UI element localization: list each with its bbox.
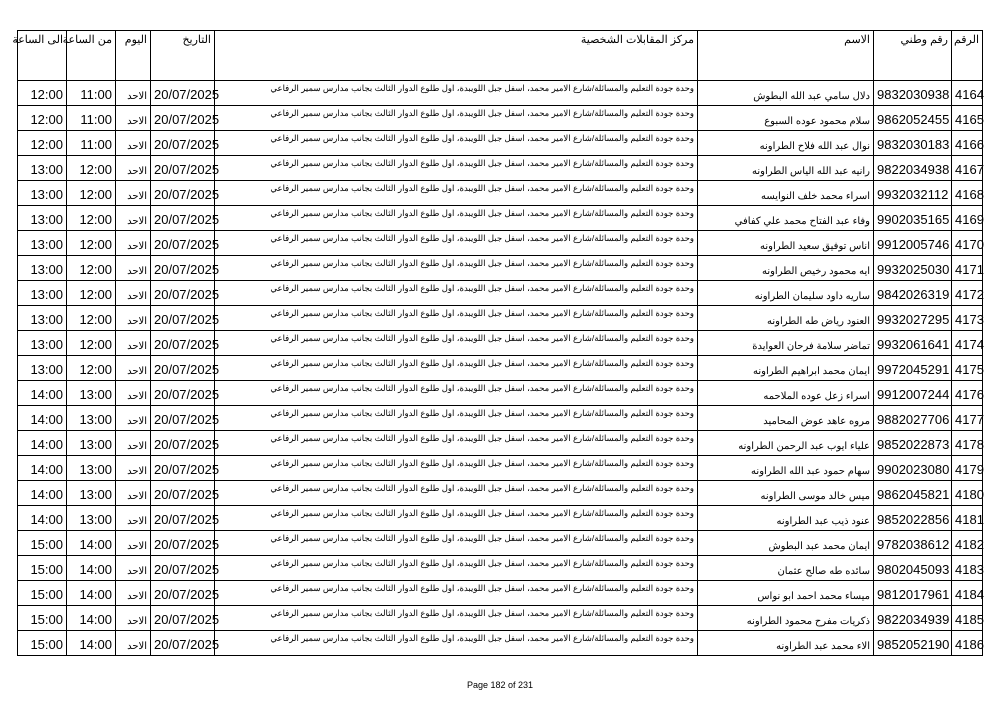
cell-from-time: 12:00 [67,331,116,356]
cell-to-time: 14:00 [18,406,67,431]
cell-from-time: 14:00 [67,631,116,656]
cell-national-id: 9932027295 [874,306,952,331]
cell-national-id: 9822034938 [874,156,952,181]
table-row [18,356,983,381]
cell-from-time: 12:00 [67,206,116,231]
cell-num: 4166 [952,131,983,156]
table-row [18,406,983,431]
cell-interview-center: وحدة جودة التعليم والمسائلة/شارع الامير محمد، اسفل جبل اللويبدة، اول طلوع الدوار الثالث بجانب مدارس سمير الرفاعي [215,431,698,456]
cell-date: 20/07/2025 [151,81,215,106]
cell-interview-center: وحدة جودة التعليم والمسائلة/شارع الامير محمد، اسفل جبل اللويبدة، اول طلوع الدوار الثالث بجانب مدارس سمير الرفاعي [215,631,698,656]
cell-national-id: 9842026319 [874,281,952,306]
cell-day: الاحد [116,281,151,306]
cell-national-id: 9972045291 [874,356,952,381]
cell-day: الاحد [116,381,151,406]
schedule-sheet [12,30,984,656]
cell-num: 4180 [952,481,983,506]
cell-date: 20/07/2025 [151,506,215,531]
cell-day: الاحد [116,81,151,106]
cell-name: العنود رياض طه الطراونه [698,306,874,331]
cell-interview-center: وحدة جودة التعليم والمسائلة/شارع الامير محمد، اسفل جبل اللويبدة، اول طلوع الدوار الثالث بجانب مدارس سمير الرفاعي [215,556,698,581]
header-to-time: الى الساعة [18,31,67,81]
cell-name: سائده طه صالح عثمان [698,556,874,581]
cell-day: الاحد [116,231,151,256]
cell-to-time: 14:00 [18,381,67,406]
cell-date: 20/07/2025 [151,231,215,256]
header-interview-center: مركز المقابلات الشخصية [215,31,698,81]
cell-national-id: 9802045093 [874,556,952,581]
cell-national-id: 9852022873 [874,431,952,456]
cell-interview-center: وحدة جودة التعليم والمسائلة/شارع الامير محمد، اسفل جبل اللويبدة، اول طلوع الدوار الثالث بجانب مدارس سمير الرفاعي [215,156,698,181]
cell-from-time: 13:00 [67,456,116,481]
table-row [18,181,983,206]
cell-from-time: 14:00 [67,556,116,581]
header-date: التاريخ [151,31,215,81]
cell-from-time: 14:00 [67,606,116,631]
cell-num: 4186 [952,631,983,656]
cell-national-id: 9812017961 [874,581,952,606]
table-row [18,81,983,106]
cell-from-time: 14:00 [67,531,116,556]
cell-interview-center: وحدة جودة التعليم والمسائلة/شارع الامير محمد، اسفل جبل اللويبدة، اول طلوع الدوار الثالث بجانب مدارس سمير الرفاعي [215,406,698,431]
cell-name: ايمان محمد عبد البطوش [698,531,874,556]
cell-num: 4165 [952,106,983,131]
cell-num: 4175 [952,356,983,381]
table-row [18,331,983,356]
table-body [18,81,983,656]
cell-to-time: 12:00 [18,131,67,156]
cell-to-time: 15:00 [18,581,67,606]
cell-interview-center: وحدة جودة التعليم والمسائلة/شارع الامير محمد، اسفل جبل اللويبدة، اول طلوع الدوار الثالث بجانب مدارس سمير الرفاعي [215,131,698,156]
cell-from-time: 12:00 [67,306,116,331]
cell-national-id: 9902023080 [874,456,952,481]
cell-national-id: 9902035165 [874,206,952,231]
cell-day: الاحد [116,581,151,606]
cell-date: 20/07/2025 [151,156,215,181]
cell-date: 20/07/2025 [151,581,215,606]
cell-interview-center: وحدة جودة التعليم والمسائلة/شارع الامير محمد، اسفل جبل اللويبدة، اول طلوع الدوار الثالث بجانب مدارس سمير الرفاعي [215,181,698,206]
cell-date: 20/07/2025 [151,181,215,206]
cell-date: 20/07/2025 [151,206,215,231]
table-row [18,131,983,156]
header-from-time: من الساعة [67,31,116,81]
cell-date: 20/07/2025 [151,131,215,156]
cell-num: 4181 [952,506,983,531]
cell-num: 4173 [952,306,983,331]
cell-from-time: 13:00 [67,431,116,456]
cell-interview-center: وحدة جودة التعليم والمسائلة/شارع الامير محمد، اسفل جبل اللويبدة، اول طلوع الدوار الثالث بجانب مدارس سمير الرفاعي [215,456,698,481]
cell-day: الاحد [116,181,151,206]
cell-day: الاحد [116,531,151,556]
cell-interview-center: وحدة جودة التعليم والمسائلة/شارع الامير محمد، اسفل جبل اللويبدة، اول طلوع الدوار الثالث بجانب مدارس سمير الرفاعي [215,606,698,631]
cell-to-time: 15:00 [18,631,67,656]
cell-name: ايمان محمد ابراهيم الطراونه [698,356,874,381]
cell-num: 4176 [952,381,983,406]
table-row [18,281,983,306]
cell-from-time: 13:00 [67,381,116,406]
cell-interview-center: وحدة جودة التعليم والمسائلة/شارع الامير محمد، اسفل جبل اللويبدة، اول طلوع الدوار الثالث بجانب مدارس سمير الرفاعي [215,206,698,231]
cell-name: عنود ذيب عبد الطراونه [698,506,874,531]
cell-num: 4168 [952,181,983,206]
header-num: الرقم [952,31,983,81]
cell-from-time: 13:00 [67,506,116,531]
table-row [18,306,983,331]
table-row [18,206,983,231]
header-name: الاسم [698,31,874,81]
table-row [18,506,983,531]
cell-national-id: 9932032112 [874,181,952,206]
cell-to-time: 13:00 [18,206,67,231]
cell-day: الاحد [116,456,151,481]
cell-day: الاحد [116,306,151,331]
cell-from-time: 13:00 [67,481,116,506]
cell-national-id: 9912005746 [874,231,952,256]
cell-date: 20/07/2025 [151,456,215,481]
cell-national-id: 9832030938 [874,81,952,106]
cell-num: 4164 [952,81,983,106]
cell-name: وفاء عبد الفتاح محمد علي كفافي [698,206,874,231]
cell-date: 20/07/2025 [151,331,215,356]
cell-num: 4183 [952,556,983,581]
cell-num: 4170 [952,231,983,256]
table-row [18,556,983,581]
cell-day: الاحد [116,406,151,431]
cell-interview-center: وحدة جودة التعليم والمسائلة/شارع الامير محمد، اسفل جبل اللويبدة، اول طلوع الدوار الثالث بجانب مدارس سمير الرفاعي [215,81,698,106]
cell-date: 20/07/2025 [151,256,215,281]
header-day: اليوم [116,31,151,81]
cell-from-time: 12:00 [67,156,116,181]
cell-num: 4167 [952,156,983,181]
cell-name: ذكريات مفرح محمود الطراونه [698,606,874,631]
table-row [18,606,983,631]
table-row [18,481,983,506]
cell-day: الاحد [116,631,151,656]
cell-name: نوال عبد الله فلاح الطراونه [698,131,874,156]
cell-day: الاحد [116,506,151,531]
cell-national-id: 9832030183 [874,131,952,156]
cell-name: تماضر سلامة فرحان العوايدة [698,331,874,356]
cell-national-id: 9882027706 [874,406,952,431]
cell-date: 20/07/2025 [151,406,215,431]
cell-from-time: 12:00 [67,231,116,256]
cell-interview-center: وحدة جودة التعليم والمسائلة/شارع الامير محمد، اسفل جبل اللويبدة، اول طلوع الدوار الثالث بجانب مدارس سمير الرفاعي [215,281,698,306]
cell-interview-center: وحدة جودة التعليم والمسائلة/شارع الامير محمد، اسفل جبل اللويبدة، اول طلوع الدوار الثالث بجانب مدارس سمير الرفاعي [215,331,698,356]
page-footer: Page 182 of 231 [466,680,534,690]
cell-name: الاء محمد عبد الطراونه [698,631,874,656]
cell-name: اسراء زعل عوده الملاحمه [698,381,874,406]
cell-to-time: 12:00 [18,106,67,131]
cell-num: 4169 [952,206,983,231]
cell-national-id: 9912007244 [874,381,952,406]
cell-name: اسراء محمد خلف النوايسه [698,181,874,206]
cell-from-time: 12:00 [67,281,116,306]
table-header-row [18,31,983,81]
cell-to-time: 13:00 [18,331,67,356]
cell-num: 4182 [952,531,983,556]
cell-date: 20/07/2025 [151,556,215,581]
cell-name: ميساء محمد احمد ابو نواس [698,581,874,606]
cell-from-time: 13:00 [67,406,116,431]
cell-interview-center: وحدة جودة التعليم والمسائلة/شارع الامير محمد، اسفل جبل اللويبدة، اول طلوع الدوار الثالث بجانب مدارس سمير الرفاعي [215,106,698,131]
table-row [18,631,983,656]
cell-to-time: 13:00 [18,156,67,181]
cell-national-id: 9822034939 [874,606,952,631]
cell-from-time: 11:00 [67,81,116,106]
cell-interview-center: وحدة جودة التعليم والمسائلة/شارع الامير محمد، اسفل جبل اللويبدة، اول طلوع الدوار الثالث بجانب مدارس سمير الرفاعي [215,356,698,381]
cell-num: 4179 [952,456,983,481]
cell-to-time: 14:00 [18,506,67,531]
table-row [18,381,983,406]
cell-to-time: 13:00 [18,281,67,306]
cell-day: الاحد [116,556,151,581]
cell-day: الاحد [116,331,151,356]
cell-name: ساريه داود سليمان الطراونه [698,281,874,306]
cell-interview-center: وحدة جودة التعليم والمسائلة/شارع الامير محمد، اسفل جبل اللويبدة، اول طلوع الدوار الثالث بجانب مدارس سمير الرفاعي [215,256,698,281]
cell-name: ايه محمود رخيص الطراونه [698,256,874,281]
cell-name: سهام حمود عبد الله الطراونه [698,456,874,481]
cell-to-time: 14:00 [18,481,67,506]
cell-to-time: 13:00 [18,231,67,256]
table-row [18,531,983,556]
cell-day: الاحد [116,481,151,506]
cell-to-time: 14:00 [18,431,67,456]
cell-date: 20/07/2025 [151,356,215,381]
table-row [18,256,983,281]
cell-num: 4178 [952,431,983,456]
header-national-id: رقم وطني [874,31,952,81]
cell-to-time: 15:00 [18,556,67,581]
cell-name: مروه عاهد عوض المحاميد [698,406,874,431]
cell-national-id: 9852052190 [874,631,952,656]
cell-name: اناس توفيق سعيد الطراونه [698,231,874,256]
cell-interview-center: وحدة جودة التعليم والمسائلة/شارع الامير محمد، اسفل جبل اللويبدة، اول طلوع الدوار الثالث بجانب مدارس سمير الرفاعي [215,581,698,606]
cell-interview-center: وحدة جودة التعليم والمسائلة/شارع الامير محمد، اسفل جبل اللويبدة، اول طلوع الدوار الثالث بجانب مدارس سمير الرفاعي [215,306,698,331]
cell-num: 4185 [952,606,983,631]
cell-to-time: 13:00 [18,306,67,331]
table-row [18,581,983,606]
cell-num: 4177 [952,406,983,431]
cell-interview-center: وحدة جودة التعليم والمسائلة/شارع الامير محمد، اسفل جبل اللويبدة، اول طلوع الدوار الثالث بجانب مدارس سمير الرفاعي [215,506,698,531]
cell-from-time: 12:00 [67,256,116,281]
cell-day: الاحد [116,356,151,381]
cell-interview-center: وحدة جودة التعليم والمسائلة/شارع الامير محمد، اسفل جبل اللويبدة، اول طلوع الدوار الثالث بجانب مدارس سمير الرفاعي [215,531,698,556]
cell-date: 20/07/2025 [151,381,215,406]
cell-day: الاحد [116,431,151,456]
cell-to-time: 15:00 [18,531,67,556]
cell-day: الاحد [116,206,151,231]
cell-name: ميس خالد موسى الطراونه [698,481,874,506]
interview-schedule-table [12,30,984,656]
cell-interview-center: وحدة جودة التعليم والمسائلة/شارع الامير محمد، اسفل جبل اللويبدة، اول طلوع الدوار الثالث بجانب مدارس سمير الرفاعي [215,231,698,256]
cell-day: الاحد [116,156,151,181]
cell-day: الاحد [116,131,151,156]
cell-num: 4184 [952,581,983,606]
cell-national-id: 9852022856 [874,506,952,531]
table-row [18,231,983,256]
cell-day: الاحد [116,606,151,631]
cell-interview-center: وحدة جودة التعليم والمسائلة/شارع الامير محمد، اسفل جبل اللويبدة، اول طلوع الدوار الثالث بجانب مدارس سمير الرفاعي [215,381,698,406]
cell-national-id: 9932025030 [874,256,952,281]
cell-date: 20/07/2025 [151,631,215,656]
cell-national-id: 9862052455 [874,106,952,131]
cell-to-time: 14:00 [18,456,67,481]
cell-from-time: 12:00 [67,356,116,381]
cell-to-time: 13:00 [18,181,67,206]
cell-day: الاحد [116,256,151,281]
cell-from-time: 11:00 [67,106,116,131]
cell-to-time: 12:00 [18,81,67,106]
cell-name: علياء ايوب عبد الرحمن الطراونه [698,431,874,456]
cell-day: الاحد [116,106,151,131]
cell-interview-center: وحدة جودة التعليم والمسائلة/شارع الامير محمد، اسفل جبل اللويبدة، اول طلوع الدوار الثالث بجانب مدارس سمير الرفاعي [215,481,698,506]
cell-date: 20/07/2025 [151,606,215,631]
table-row [18,106,983,131]
cell-name: رانيه عبد الله الياس الطراونه [698,156,874,181]
cell-date: 20/07/2025 [151,431,215,456]
cell-name: دلال سامي عبد الله البطوش [698,81,874,106]
table-row [18,431,983,456]
cell-from-time: 12:00 [67,181,116,206]
cell-date: 20/07/2025 [151,106,215,131]
cell-date: 20/07/2025 [151,531,215,556]
table-row [18,456,983,481]
cell-national-id: 9932061641 [874,331,952,356]
cell-to-time: 15:00 [18,606,67,631]
cell-num: 4171 [952,256,983,281]
cell-num: 4172 [952,281,983,306]
cell-to-time: 13:00 [18,256,67,281]
cell-to-time: 13:00 [18,356,67,381]
cell-date: 20/07/2025 [151,481,215,506]
cell-from-time: 14:00 [67,581,116,606]
cell-national-id: 9782038612 [874,531,952,556]
cell-from-time: 11:00 [67,131,116,156]
cell-date: 20/07/2025 [151,306,215,331]
cell-date: 20/07/2025 [151,281,215,306]
cell-name: سلام محمود عوده السبوع [698,106,874,131]
cell-num: 4174 [952,331,983,356]
cell-national-id: 9862045821 [874,481,952,506]
table-row [18,156,983,181]
